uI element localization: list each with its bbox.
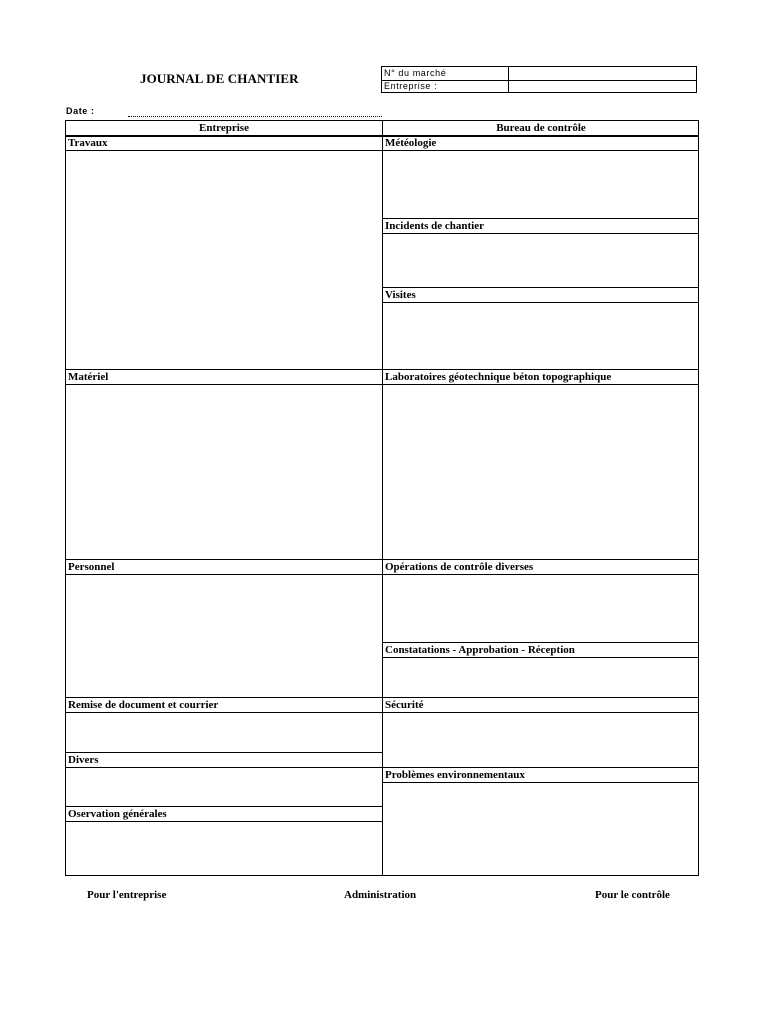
- contract-number-label: N° du marché: [384, 68, 447, 78]
- constatations-field[interactable]: [383, 658, 698, 697]
- divers-field[interactable]: [66, 768, 382, 806]
- meteorologie-field[interactable]: [383, 151, 698, 218]
- observation-generales-field[interactable]: [66, 822, 382, 875]
- control-column-header: Bureau de contrôle: [496, 122, 586, 134]
- materiel-field[interactable]: [66, 385, 382, 559]
- operations-controle-field[interactable]: [383, 575, 698, 642]
- contract-info-table: [381, 66, 697, 93]
- section-label-remise-document: Remise de document et courrier: [68, 699, 219, 711]
- section-label-personnel: Personnel: [68, 561, 115, 573]
- securite-field[interactable]: [383, 713, 698, 767]
- section-label-visites: Visites: [385, 289, 416, 301]
- section-label-materiel: Matériel: [68, 371, 109, 383]
- section-label-problemes-environnementaux: Problèmes environnementaux: [385, 769, 525, 781]
- personnel-field[interactable]: [66, 575, 382, 697]
- visites-field[interactable]: [383, 303, 698, 369]
- problemes-environnementaux-field[interactable]: [383, 783, 698, 875]
- section-label-securite: Sécurité: [385, 699, 424, 711]
- company-label: Entreprise :: [384, 81, 438, 91]
- section-label-divers: Divers: [68, 754, 99, 766]
- laboratoires-field[interactable]: [383, 385, 698, 559]
- incidents-field[interactable]: [383, 234, 698, 287]
- signature-controle-label: Pour le contrôle: [595, 889, 670, 901]
- section-label-travaux: Travaux: [68, 137, 108, 149]
- section-label-laboratoires: Laboratoires géotechnique béton topographique: [385, 371, 612, 383]
- contract-number-row: [382, 67, 696, 81]
- company-row: [382, 80, 696, 93]
- signature-entreprise-label: Pour l'entreprise: [87, 889, 167, 901]
- section-label-observation-generales: Oservation générales: [68, 808, 167, 820]
- section-label-incidents: Incidents de chantier: [385, 220, 484, 232]
- section-label-operations-controle: Opérations de contrôle diverses: [385, 561, 534, 573]
- signature-administration-label: Administration: [344, 889, 417, 901]
- journal-form: [65, 120, 699, 876]
- date-label: Date :: [66, 106, 95, 116]
- entreprise-column-header: Entreprise: [199, 122, 249, 134]
- section-label-constatations: Constatations - Approbation - Réception: [385, 644, 575, 656]
- date-field[interactable]: [128, 116, 382, 117]
- section-label-meteorologie: Météologie: [385, 137, 437, 149]
- page-title: JOURNAL DE CHANTIER: [140, 71, 299, 86]
- remise-document-field[interactable]: [66, 713, 382, 752]
- travaux-field[interactable]: [66, 151, 382, 369]
